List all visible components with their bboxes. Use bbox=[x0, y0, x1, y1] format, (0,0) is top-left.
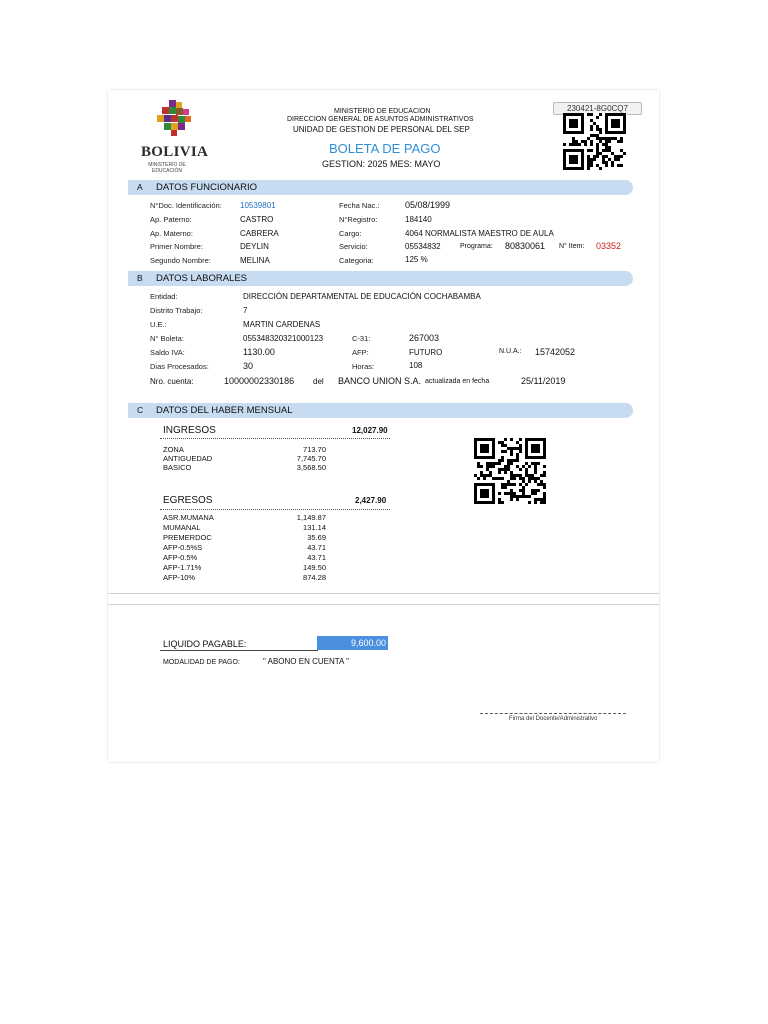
egresos-item-amount: 43.71 bbox=[307, 553, 326, 562]
registro-value: 184140 bbox=[405, 215, 432, 224]
fecha-nac-label: Fecha Nac.: bbox=[339, 201, 380, 210]
actualizada-fecha-value: 25/11/2019 bbox=[521, 376, 566, 386]
section-b-title: DATOS LABORALES bbox=[156, 273, 247, 284]
cuenta-label: Nro. cuenta: bbox=[150, 377, 194, 386]
primer-nombre-value: DEYLIN bbox=[240, 242, 269, 251]
ingresos-item-amount: 713.70 bbox=[303, 445, 326, 454]
egresos-item-amount: 43.71 bbox=[307, 543, 326, 552]
bolivia-logo bbox=[141, 98, 209, 176]
direction-name: DIRECCION GENERAL DE ASUNTOS ADMINISTRATIVOS bbox=[287, 116, 474, 123]
egresos-item-amount: 149.50 bbox=[303, 563, 326, 572]
ue-value: MARTIN CARDENAS bbox=[243, 320, 321, 329]
egresos-item-amount: 874.28 bbox=[303, 573, 326, 582]
logo-mosaic-icon bbox=[145, 98, 205, 142]
separator-line-2 bbox=[108, 604, 659, 605]
doc-id-label: N°Doc. Identificación: bbox=[150, 201, 222, 210]
ue-label: U.E.: bbox=[150, 320, 167, 329]
cuenta-value: 10000002330186 bbox=[224, 376, 295, 386]
materno-value: CABRERA bbox=[240, 229, 279, 238]
afp-label: AFP: bbox=[352, 348, 369, 357]
ingresos-total: 12,027.90 bbox=[352, 426, 388, 435]
payslip-title: BOLETA DE PAGO bbox=[329, 141, 441, 156]
egresos-header: EGRESOS bbox=[163, 495, 213, 506]
separator-line-1 bbox=[108, 593, 659, 594]
signature-line bbox=[480, 713, 626, 714]
document-code: 230421-8G0CQ7 bbox=[553, 102, 642, 115]
signature-label: Firma del Docente/Administrativo bbox=[509, 716, 598, 722]
ministry-name: MINISTERIO DE EDUCACION bbox=[334, 108, 431, 115]
modalidad-value: " ABONO EN CUENTA " bbox=[263, 657, 349, 666]
egresos-item-name: AFP-0.5%S bbox=[163, 543, 203, 552]
ingresos-divider bbox=[160, 438, 390, 439]
nua-label: N.U.A.: bbox=[499, 348, 522, 355]
segundo-nombre-value: MELINA bbox=[240, 256, 270, 265]
modalidad-label: MODALIDAD DE PAGO: bbox=[163, 659, 240, 666]
banco-value: BANCO UNION S.A. bbox=[338, 376, 422, 386]
liquido-label: LIQUIDO PAGABLE: bbox=[163, 639, 247, 649]
doc-id-value: 10539801 bbox=[240, 201, 276, 210]
egresos-item-name: PREMERDOC bbox=[163, 533, 212, 542]
egresos-item-name: AFP-10% bbox=[163, 573, 196, 582]
categoria-value: 125 % bbox=[405, 255, 428, 264]
entidad-value: DIRECCIÓN DEPARTAMENTAL DE EDUCACIÓN COCHABAMBA bbox=[243, 292, 481, 301]
logo-text: BOLIVIA bbox=[141, 144, 209, 160]
c31-value: 267003 bbox=[409, 333, 440, 343]
programa-value: 80830061 bbox=[505, 241, 546, 251]
qr-code-middle-icon bbox=[474, 438, 546, 506]
egresos-item-amount: 35.69 bbox=[307, 533, 326, 542]
section-a-title: DATOS FUNCIONARIO bbox=[156, 182, 257, 193]
afp-value: FUTURO bbox=[409, 348, 443, 357]
servicio-label: Servicio: bbox=[339, 242, 368, 251]
section-b-letter: B bbox=[137, 273, 143, 283]
fecha-nac-value: 05/08/1999 bbox=[405, 200, 451, 210]
egresos-item-name: AFP-1.71% bbox=[163, 563, 202, 572]
materno-label: Ap. Materno: bbox=[150, 229, 193, 238]
primer-nombre-label: Primer Nombre: bbox=[150, 242, 203, 251]
paterno-label: Ap. Paterno: bbox=[150, 215, 192, 224]
qr-code-icon bbox=[563, 113, 627, 171]
programa-label: Programa: bbox=[460, 243, 493, 250]
liquido-value: 9,600.00 bbox=[317, 636, 388, 650]
logo-subtext: MINISTERIO DE EDUCACIÓN bbox=[148, 162, 186, 174]
egresos-total: 2,427.90 bbox=[355, 496, 387, 505]
egresos-item-name: MUMANAL bbox=[163, 523, 201, 532]
item-value: 03352 bbox=[596, 241, 622, 251]
liquido-underline bbox=[160, 650, 318, 651]
distrito-value: 7 bbox=[243, 306, 248, 315]
saldo-iva-label: Saldo IVA: bbox=[150, 348, 185, 357]
registro-label: N°Registro: bbox=[339, 215, 378, 224]
egresos-item-name: ASR.MUMANA bbox=[163, 513, 214, 522]
entidad-label: Entidad: bbox=[150, 292, 178, 301]
cargo-value: 4064 NORMALISTA MAESTRO DE AULA bbox=[405, 229, 554, 238]
ingresos-item-amount: 3,568.50 bbox=[296, 463, 326, 472]
categoria-label: Categoria: bbox=[339, 256, 374, 265]
ingresos-item-amount: 7,745.70 bbox=[296, 454, 326, 463]
ingresos-header: INGRESOS bbox=[163, 425, 216, 436]
ingresos-item-name: BASICO bbox=[163, 463, 192, 472]
egresos-divider bbox=[160, 509, 390, 510]
c31-label: C-31: bbox=[352, 334, 371, 343]
dias-value: 30 bbox=[243, 361, 254, 371]
horas-label: Horas: bbox=[352, 362, 375, 371]
ingresos-item-name: ANTIGUEDAD bbox=[163, 454, 213, 463]
del-label: del bbox=[313, 377, 324, 386]
item-label: N° Item: bbox=[559, 243, 585, 250]
egresos-item-name: AFP-0.5% bbox=[163, 553, 198, 562]
nua-value: 15742052 bbox=[535, 347, 576, 357]
boleta-value: 055348320321000123 bbox=[243, 334, 324, 343]
saldo-iva-value: 1130.00 bbox=[243, 347, 275, 357]
actualizada-label: actualizada en fecha bbox=[425, 378, 490, 385]
section-c-letter: C bbox=[137, 405, 144, 415]
cargo-label: Cargo: bbox=[339, 229, 362, 238]
dias-label: Dias Procesados: bbox=[150, 362, 209, 371]
paterno-value: CASTRO bbox=[240, 215, 274, 224]
section-a-letter: A bbox=[137, 182, 143, 192]
horas-value: 108 bbox=[409, 361, 423, 370]
section-c-title: DATOS DEL HABER MENSUAL bbox=[156, 405, 293, 416]
ingresos-item-name: ZONA bbox=[163, 445, 184, 454]
egresos-item-amount: 1,149.87 bbox=[296, 513, 326, 522]
unit-name: UNIDAD DE GESTION DE PERSONAL DEL SEP bbox=[293, 125, 470, 134]
gestion-period: GESTION: 2025 MES: MAYO bbox=[322, 159, 441, 169]
segundo-nombre-label: Segundo Nombre: bbox=[150, 256, 211, 265]
servicio-value: 05534832 bbox=[405, 242, 441, 251]
distrito-label: Distrito Trabajo: bbox=[150, 306, 203, 315]
egresos-item-amount: 131.14 bbox=[303, 523, 326, 532]
boleta-label: N° Boleta: bbox=[150, 334, 184, 343]
